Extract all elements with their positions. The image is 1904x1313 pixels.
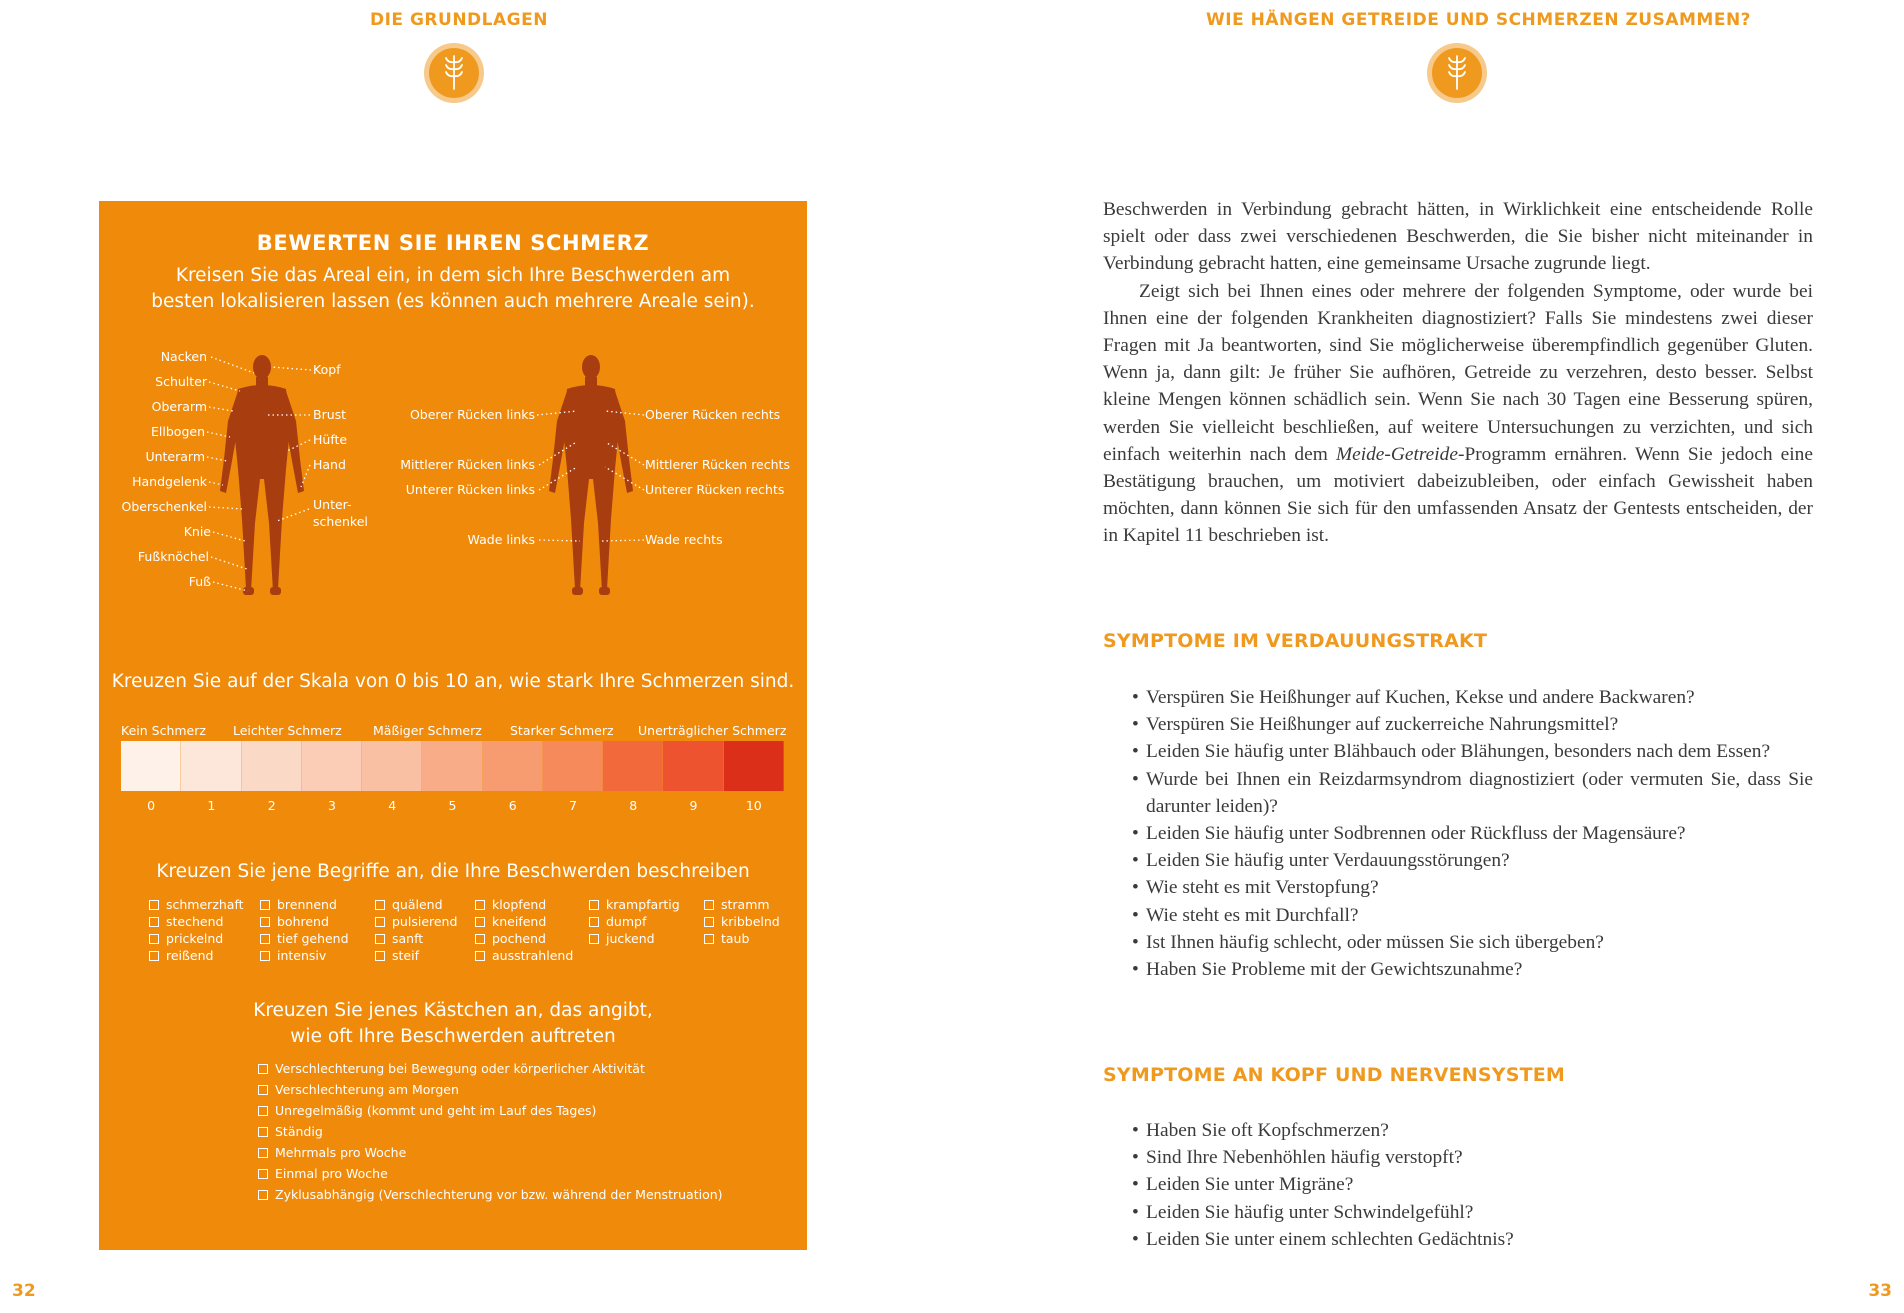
term-label: reißend xyxy=(166,948,214,963)
list-item: • Leiden Sie häufig unter Blähbauch oder Blähungen, besonders nach dem Essen? xyxy=(1132,738,1813,765)
body-map xyxy=(99,351,807,671)
list-item: • Leiden Sie unter Migräne? xyxy=(1132,1171,1813,1198)
label-wade-rechts: Wade rechts xyxy=(645,532,723,547)
checkbox-icon[interactable] xyxy=(589,917,599,927)
term-label: ausstrahlend xyxy=(492,948,574,963)
frequency-option[interactable] xyxy=(258,1103,778,1124)
scale-number: 8 xyxy=(629,798,638,813)
label-nacken: Nacken xyxy=(160,349,207,364)
label-huefte: Hüfte xyxy=(313,432,348,447)
term-checkbox[interactable] xyxy=(704,914,780,931)
scale-label: Leichter Schmerz xyxy=(233,723,342,738)
checkbox-icon[interactable] xyxy=(475,951,485,961)
program-name: Meide-Getreide xyxy=(1335,443,1458,465)
term-label: dumpf xyxy=(606,914,647,929)
label-mittlerer-ruecken-links: Mittlerer Rücken links xyxy=(400,457,535,472)
checkbox-icon[interactable] xyxy=(258,1064,268,1074)
term-label: schmerzhaft xyxy=(166,897,244,912)
term-label: kneifend xyxy=(492,914,547,929)
section-heading-digestive: SYMPTOME IM VERDAUUNGSTRAKT xyxy=(1103,630,1488,652)
label-fusskoechel: Fußknöchel xyxy=(137,549,209,564)
frequency-option-label: Mehrmals pro Woche xyxy=(275,1145,407,1160)
panel-title: BEWERTEN SIE IHREN SCHMERZ xyxy=(256,231,650,255)
wheat-badge-icon xyxy=(1426,42,1488,104)
scale-number: 3 xyxy=(327,798,336,813)
page-number-left: 32 xyxy=(12,1281,36,1301)
terms-column xyxy=(375,897,457,965)
term-label: tief gehend xyxy=(277,931,349,946)
label-unterschenkel-2: schenkel xyxy=(313,514,368,529)
checkbox-icon[interactable] xyxy=(589,900,599,910)
running-head-right: WIE HÄNGEN GETREIDE UND SCHMERZEN ZUSAMMEN? xyxy=(1206,10,1752,30)
terms-column xyxy=(260,897,349,965)
scale-question: Kreuzen Sie auf der Skala von 0 bis 10 an, wie stark Ihre Schmerzen sind. xyxy=(111,671,795,692)
checkbox-icon[interactable] xyxy=(258,1127,268,1137)
list-item: • Haben Sie Probleme mit der Gewichtszunahme? xyxy=(1132,956,1813,983)
term-checkbox[interactable] xyxy=(704,897,780,914)
checkbox-icon[interactable] xyxy=(375,951,385,961)
frequency-question xyxy=(99,998,807,1050)
scale-cell-4[interactable] xyxy=(362,741,422,791)
checkbox-icon[interactable] xyxy=(258,1085,268,1095)
term-checkbox[interactable] xyxy=(149,931,244,948)
list-item: • Wurde bei Ihnen ein Reizdarmsyndrom diagnostiziert (oder vermuten Sie, dass Sie darunter leiden)? xyxy=(1132,766,1813,820)
term-checkbox[interactable] xyxy=(704,931,780,948)
back-body-silhouette[interactable] xyxy=(549,355,633,595)
body-text xyxy=(1103,196,1813,550)
term-checkbox[interactable] xyxy=(375,914,457,931)
checkbox-icon[interactable] xyxy=(475,934,485,944)
scale-cell-0[interactable] xyxy=(121,741,181,791)
term-checkbox[interactable] xyxy=(260,931,349,948)
term-checkbox[interactable] xyxy=(375,931,457,948)
term-label: pochend xyxy=(492,931,546,946)
pain-scale-bar xyxy=(121,741,784,791)
scale-numbers xyxy=(121,798,784,814)
scale-number: 6 xyxy=(508,798,517,813)
term-checkbox[interactable] xyxy=(149,897,244,914)
term-checkbox[interactable] xyxy=(475,897,573,914)
term-checkbox[interactable] xyxy=(589,897,680,914)
frequency-options xyxy=(258,1061,778,1208)
term-label: steif xyxy=(392,948,419,963)
neuro-symptom-list xyxy=(1132,1117,1813,1253)
label-schulter: Schulter xyxy=(155,374,207,389)
checkbox-icon[interactable] xyxy=(258,1148,268,1158)
list-item: • Wie steht es mit Durchfall? xyxy=(1132,902,1813,929)
frequency-option[interactable] xyxy=(258,1145,778,1166)
checkbox-icon[interactable] xyxy=(258,1106,268,1116)
terms-column xyxy=(704,897,780,948)
label-brust: Brust xyxy=(313,407,347,422)
scale-number: 2 xyxy=(267,798,276,813)
label-oberer-ruecken-rechts: Oberer Rücken rechts xyxy=(645,407,781,422)
scale-number: 10 xyxy=(745,798,762,813)
term-checkbox[interactable] xyxy=(589,931,680,948)
label-mittlerer-ruecken-rechts: Mittlerer Rücken rechts xyxy=(645,457,790,472)
term-checkbox[interactable] xyxy=(260,897,349,914)
scale-cell-1[interactable] xyxy=(181,741,241,791)
scale-label: Unerträglicher Schmerz xyxy=(638,723,787,738)
list-item: • Wie steht es mit Verstopfung? xyxy=(1132,874,1813,901)
checkbox-icon[interactable] xyxy=(149,900,159,910)
list-item: • Sind Ihre Nebenhöhlen häufig verstopft? xyxy=(1132,1144,1813,1171)
scale-label: Kein Schmerz xyxy=(121,723,206,738)
checkbox-icon[interactable] xyxy=(260,900,270,910)
checkbox-icon[interactable] xyxy=(260,951,270,961)
frequency-option-label: Einmal pro Woche xyxy=(275,1166,388,1181)
term-checkbox[interactable] xyxy=(475,914,573,931)
checkbox-icon[interactable] xyxy=(375,900,385,910)
term-checkbox[interactable] xyxy=(475,948,573,965)
paragraph-text: -Programm ernähren. Wenn Sie jedoch eine Bestätigung brauchen, um motiviert dabeizubleiben, oder einfach Gewissheit haben möchten, dann können Sie sich für den umfassenden Ansatz der Gentests entscheiden, der in Kapitel 11 beschrieben ist. xyxy=(1103,443,1813,547)
list-item: • Leiden Sie unter einem schlechten Gedächtnis? xyxy=(1132,1226,1813,1253)
term-label: kribbelnd xyxy=(721,914,780,929)
term-checkbox[interactable] xyxy=(375,948,457,965)
term-label: pulsierend xyxy=(392,914,458,929)
frequency-option-label: Verschlechterung bei Bewegung oder körperlicher Aktivität xyxy=(275,1061,645,1076)
terms-grid xyxy=(149,897,789,977)
list-item: • Haben Sie oft Kopfschmerzen? xyxy=(1132,1117,1813,1144)
checkbox-icon[interactable] xyxy=(260,917,270,927)
checkbox-icon[interactable] xyxy=(704,917,714,927)
scale-cell-7[interactable] xyxy=(543,741,603,791)
list-item: • Verspüren Sie Heißhunger auf zuckerreiche Nahrungsmittel? xyxy=(1132,711,1813,738)
frequency-option[interactable] xyxy=(258,1061,778,1082)
label-fuss: Fuß xyxy=(188,574,211,589)
label-unterschenkel: Unter- xyxy=(313,497,352,512)
panel-intro: Kreisen Sie das Areal ein, in dem sich Ihre Beschwerden am besten lokalisieren lassen (es können auch mehrere Areale sein). xyxy=(151,265,755,312)
list-item: • Leiden Sie häufig unter Schwindelgefühl? xyxy=(1132,1199,1813,1226)
term-label: quälend xyxy=(392,897,443,912)
list-item: • Verspüren Sie Heißhunger auf Kuchen, Kekse und andere Backwaren? xyxy=(1132,684,1813,711)
terms-column xyxy=(589,897,680,948)
frequency-question-line: Kreuzen Sie jenes Kästchen an, das angibt, xyxy=(253,1000,653,1021)
term-checkbox[interactable] xyxy=(375,897,457,914)
frequency-option[interactable] xyxy=(258,1166,778,1187)
term-label: sanft xyxy=(392,931,424,946)
frequency-option[interactable] xyxy=(258,1082,778,1103)
scale-number: 5 xyxy=(448,798,457,813)
term-checkbox[interactable] xyxy=(149,914,244,931)
term-checkbox[interactable] xyxy=(260,914,349,931)
list-item: • Leiden Sie häufig unter Verdauungsstörungen? xyxy=(1132,847,1813,874)
term-checkbox[interactable] xyxy=(475,931,573,948)
scale-cell-3[interactable] xyxy=(302,741,362,791)
scale-number: 4 xyxy=(388,798,397,813)
term-label: krampfartig xyxy=(606,897,680,912)
term-label: stramm xyxy=(721,897,770,912)
paragraph: Beschwerden in Verbindung gebracht hätten, in Wirklichkeit eine entscheidende Rolle spielt oder dass zwei verschiedenen Beschwerden, die Sie bisher nicht miteinander in Verbindung gebracht hatten, eine gemeinsame Ursache zugrunde liegt. xyxy=(1103,199,1813,275)
paragraph xyxy=(1103,278,1813,550)
checkbox-icon[interactable] xyxy=(258,1190,268,1200)
checkbox-icon[interactable] xyxy=(704,934,714,944)
frequency-option-label: Verschlechterung am Morgen xyxy=(275,1082,459,1097)
label-unterer-ruecken-rechts: Unterer Rücken rechts xyxy=(645,482,785,497)
list-item: • Ist Ihnen häufig schlecht, oder müssen Sie sich übergeben? xyxy=(1132,929,1813,956)
checkbox-icon[interactable] xyxy=(258,1169,268,1179)
list-item: • Leiden Sie häufig unter Sodbrennen oder Rückfluss der Magensäure? xyxy=(1132,820,1813,847)
frequency-option-label: Ständig xyxy=(275,1124,323,1139)
term-checkbox[interactable] xyxy=(589,914,680,931)
checkbox-icon[interactable] xyxy=(475,900,485,910)
checkbox-icon[interactable] xyxy=(589,934,599,944)
wheat-badge-icon xyxy=(423,42,485,104)
term-label: taub xyxy=(721,931,750,946)
checkbox-icon[interactable] xyxy=(149,951,159,961)
terms-question: Kreuzen Sie jene Begriffe an, die Ihre Beschwerden beschreiben xyxy=(156,861,750,882)
label-oberer-ruecken-links: Oberer Rücken links xyxy=(409,407,535,422)
digestive-symptom-list xyxy=(1132,684,1813,983)
label-knie: Knie xyxy=(183,524,211,539)
label-unterer-ruecken-links: Unterer Rücken links xyxy=(405,482,535,497)
label-ellbogen: Ellbogen xyxy=(151,424,205,439)
scale-number: 9 xyxy=(689,798,698,813)
frequency-option-label: Zyklusabhängig (Verschlechterung vor bzw. während der Menstruation) xyxy=(275,1187,723,1202)
scale-cell-9[interactable] xyxy=(663,741,723,791)
scale-label: Starker Schmerz xyxy=(510,723,614,738)
frequency-option[interactable] xyxy=(258,1124,778,1145)
running-head-left: DIE GRUNDLAGEN xyxy=(370,10,548,30)
term-label: intensiv xyxy=(277,948,327,963)
frequency-option[interactable] xyxy=(258,1187,778,1208)
checkbox-icon[interactable] xyxy=(704,900,714,910)
label-kopf: Kopf xyxy=(313,362,341,377)
term-label: stechend xyxy=(166,914,224,929)
pain-assessment-panel xyxy=(99,201,807,1250)
term-checkbox[interactable] xyxy=(149,948,244,965)
term-label: bohrend xyxy=(277,914,329,929)
term-label: prickelnd xyxy=(166,931,224,946)
frequency-question-line: wie oft Ihre Beschwerden auftreten xyxy=(290,1026,616,1047)
scale-number: 7 xyxy=(569,798,577,813)
terms-column xyxy=(475,897,573,965)
label-handgelenk: Handgelenk xyxy=(132,474,207,489)
section-heading-neuro: SYMPTOME AN KOPF UND NERVENSYSTEM xyxy=(1103,1064,1566,1086)
term-label: klopfend xyxy=(492,897,547,912)
scale-cell-5[interactable] xyxy=(422,741,482,791)
scale-cell-8[interactable] xyxy=(603,741,663,791)
scale-cell-10[interactable] xyxy=(724,741,784,791)
checkbox-icon[interactable] xyxy=(375,917,385,927)
label-oberarm: Oberarm xyxy=(151,399,207,414)
label-wade-links: Wade links xyxy=(467,532,535,547)
checkbox-icon[interactable] xyxy=(475,917,485,927)
checkbox-icon[interactable] xyxy=(149,934,159,944)
label-oberschenkel: Oberschenkel xyxy=(121,499,207,514)
checkbox-icon[interactable] xyxy=(260,934,270,944)
page-number-right: 33 xyxy=(1868,1281,1892,1301)
scale-cell-6[interactable] xyxy=(483,741,543,791)
frequency-option-label: Unregelmäßig (kommt und geht im Lauf des Tages) xyxy=(275,1103,597,1118)
label-hand: Hand xyxy=(313,457,346,472)
scale-number: 1 xyxy=(207,798,216,813)
checkbox-icon[interactable] xyxy=(149,917,159,927)
scale-cell-2[interactable] xyxy=(242,741,302,791)
checkbox-icon[interactable] xyxy=(375,934,385,944)
term-checkbox[interactable] xyxy=(260,948,349,965)
scale-labels xyxy=(121,723,787,739)
label-unterarm: Unterarm xyxy=(145,449,205,464)
term-label: brennend xyxy=(277,897,337,912)
front-body-silhouette[interactable] xyxy=(220,355,304,595)
scale-number: 0 xyxy=(147,798,156,813)
scale-label: Mäßiger Schmerz xyxy=(373,723,482,738)
paragraph-text: Zeigt sich bei Ihnen eines oder mehrere der folgenden Symptome, oder wurde bei Ihnen eine der folgenden Krankheiten diagnostiziert? Falls Sie mindestens zwei dieser Fragen mit Ja beantworten, sind Sie möglicherweise überempfindlich gegenüber Gluten. Wenn ja, dann gilt: Je früher Sie aufhören, Getreide zu verzehren, desto besser. Selbst kleine Mengen können schädlich sein. Wenn Sie nach 30 Tagen eine Besserung spüren, werden Sie vielleicht beschließen, auf weitere Untersuchungen zu verzichten, und sich einfach weiterhin nach dem xyxy=(1103,280,1813,465)
term-label: juckend xyxy=(606,931,655,946)
terms-column xyxy=(149,897,244,965)
